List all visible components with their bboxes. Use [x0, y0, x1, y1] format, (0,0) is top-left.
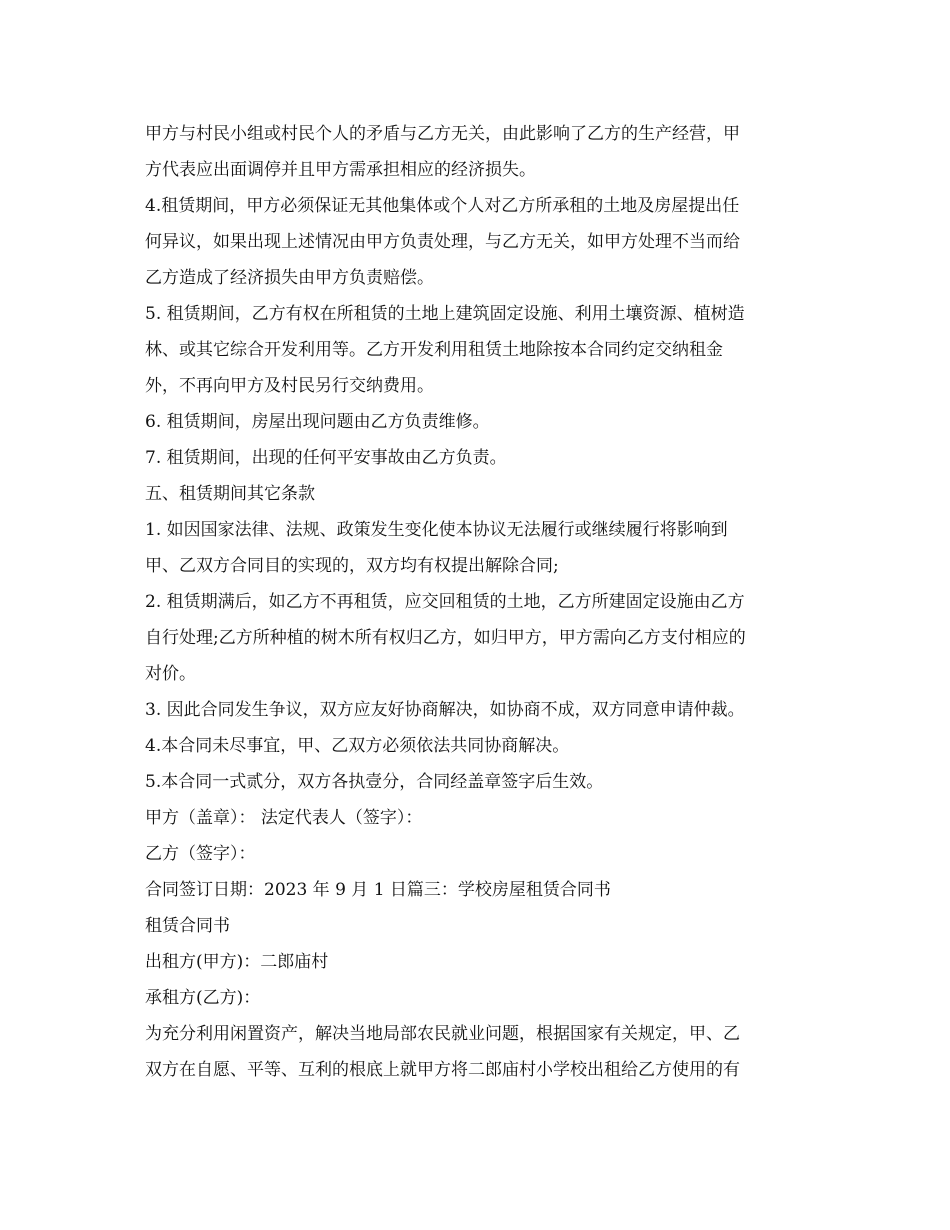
text-line: 对价。: [145, 664, 196, 684]
text-line: 林、或其它综合开发利用等。乙方开发利用租赁土地除按本合同约定交纳租金: [145, 340, 723, 360]
text-line: 外，不再向甲方及村民另行交纳费用。: [145, 376, 434, 396]
lessee-line: 承租方(乙方)：: [145, 988, 261, 1008]
text-line: 1. 如因国家法律、法规、政策发生变化使本协议无法履行或继续履行将影响到: [145, 520, 728, 540]
lessor-line: 出租方(甲方)：二郎庙村: [145, 952, 329, 972]
text-line: 何异议，如果出现上述情况由甲方负责处理，与乙方无关，如甲方处理不当而给: [145, 232, 740, 252]
text-line: 乙方造成了经济损失由甲方负责赔偿。: [145, 268, 434, 288]
signature-line-party-b: 乙方（签字）：: [145, 844, 256, 864]
contract-title: 租赁合同书: [145, 916, 230, 936]
text-line: 为充分利用闲置资产，解决当地局部农民就业问题，根据国家有关规定，甲、乙: [145, 1024, 740, 1044]
text-line: 4.本合同未尽事宜，甲、乙双方必须依法共同协商解决。: [145, 736, 570, 756]
text-line: 4.租赁期间，甲方必须保证无其他集体或个人对乙方所承租的土地及房屋提出任: [145, 196, 740, 216]
signature-line-party-a: 甲方（盖章）： 法定代表人（签字）：: [145, 808, 423, 828]
text-line: 6. 租赁期间，房屋出现问题由乙方负责维修。: [145, 412, 490, 432]
text-line: 自行处理;乙方所种植的树木所有权归乙方，如归甲方，甲方需向乙方支付相应的: [145, 628, 746, 648]
text-line: 2. 租赁期满后，如乙方不再租赁，应交回租赁的土地，乙方所建固定设施由乙方: [145, 592, 745, 612]
document-page: [145, 116, 813, 1088]
text-line: 5.本合同一式贰分，双方各执壹分，合同经盖章签字后生效。: [145, 772, 604, 792]
text-line: 双方在自愿、平等、互利的根底上就甲方将二郎庙村小学校出租给乙方使用的有: [145, 1060, 740, 1080]
text-line: 甲方与村民小组或村民个人的矛盾与乙方无关，由此影响了乙方的生产经营，甲: [145, 124, 740, 144]
text-line: 7. 租赁期间，出现的任何平安事故由乙方负责。: [145, 448, 507, 468]
text-line: 5. 租赁期间，乙方有权在所租赁的土地上建筑固定设施、利用土壤资源、植树造: [145, 304, 745, 324]
section-heading: 五、租赁期间其它条款: [145, 484, 315, 504]
text-line: 3. 因此合同发生争议，双方应友好协商解决，如协商不成，双方同意申请仲裁。: [145, 700, 745, 720]
text-line: 甲、乙双方合同目的实现的，双方均有权提出解除合同;: [145, 556, 559, 576]
text-line: 方代表应出面调停并且甲方需承担相应的经济损失。: [145, 160, 536, 180]
contract-date-line: 合同签订日期：2023 年 9 月 1 日篇三：学校房屋租赁合同书: [145, 880, 611, 900]
